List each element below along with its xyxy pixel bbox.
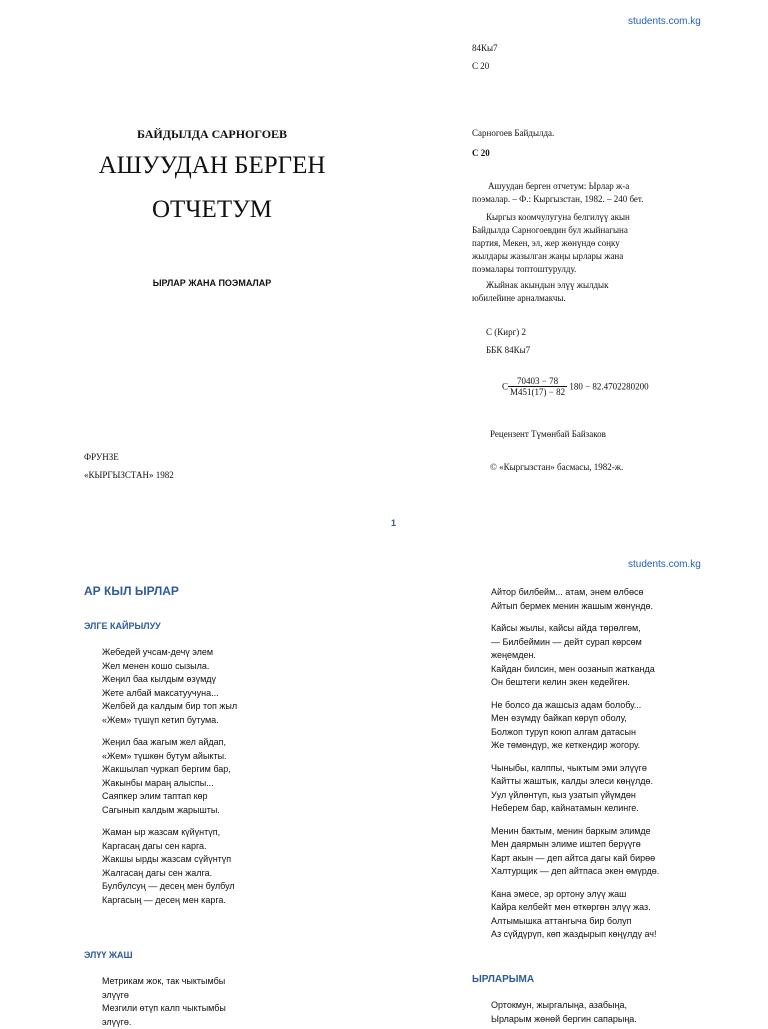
formula-prefix: С <box>502 382 508 392</box>
reviewer: Рецензент Түмөнбай Байзаков <box>490 428 606 441</box>
verse-line: Ортокмун, жыргалыңа, азабыңа, <box>491 999 637 1013</box>
section-title: АР КЫЛ ЫРЛАР <box>84 584 179 598</box>
annotation-line: жылдары жазылган жаңы ырлары жана <box>472 250 630 263</box>
verse-line: Жакшылап чуркап бергим бар, <box>102 763 237 777</box>
verse-line: Мен өзүмдү байкап көрүп оболу, <box>491 712 659 726</box>
site-link[interactable]: students.com.kg <box>628 16 701 27</box>
book-title-line1: АШУУДАН БЕРГЕН <box>84 152 340 180</box>
verse-line: Кайсы жылы, кайсы айда төрөлгөм, <box>491 622 659 636</box>
poem-body <box>102 646 237 916</box>
bbk-code-2: ББК 84Кы7 <box>486 344 530 357</box>
verse-line: Менин бактым, менин баркым элимде <box>491 825 659 839</box>
verse-line: Халтурщик — деп айтпаса экен өмүрдө. <box>491 865 659 879</box>
book-dedication <box>472 279 608 305</box>
verse-line: Кайдан билсин, мен оозанып жатканда <box>491 663 659 677</box>
verse-line: Каргасаң дагы сен карга. <box>102 840 237 854</box>
publisher-year: «КЫРГЫЗСТАН» 1982 <box>84 469 174 482</box>
stanza <box>102 736 237 817</box>
poem-body <box>491 999 637 1026</box>
copyright: © «Кыргызстан» басмасы, 1982-ж. <box>490 461 623 474</box>
stanza <box>491 699 659 753</box>
annotation-line: партия, Мекен, эл, жер жөнүндө соңку <box>472 237 630 250</box>
verse-line: Мезгили өтүп калп чыктымбы <box>102 1002 226 1016</box>
verse-line: Он бештеги келин экен кедейген. <box>491 676 659 690</box>
annotation-line: Кыргыз коомчулугуна белгилүү акын <box>472 211 630 224</box>
verse-line: Жеңил баа жагым жел айдап, <box>102 736 237 750</box>
verse-line: Болжоп туруп коюп алгам датасын <box>491 726 659 740</box>
author-name: БАЙДЫЛДА САРНОГОЕВ <box>84 127 340 142</box>
annotation-line: поэмалары топтоштурулду. <box>472 263 630 276</box>
verse-line: Кана эмесе, эр ортону элүү жаш <box>491 888 659 902</box>
verse-line: элүүгө. <box>102 1016 226 1029</box>
verse-line: Неберем бар, кайнатамын келинге. <box>491 802 659 816</box>
verse-line: жеңемден. <box>491 649 659 663</box>
formula-fraction <box>508 376 567 397</box>
verse-line: Саяпкер элим таптап көр <box>102 790 237 804</box>
verse-line: Желбей да калдым бир топ жыл <box>102 700 237 714</box>
book-title-line2: ОТЧЕТУМ <box>84 196 340 224</box>
verse-line: Уул үйлөнтүп, кыз узатып үйүмдөн <box>491 789 659 803</box>
verse-line: Жалгасаң дагы сен жалга. <box>102 867 237 881</box>
verse-line: «Жем» түшкөн бутум айыкты. <box>102 750 237 764</box>
bbk-code-1: С (Кирг) 2 <box>486 326 526 339</box>
dedication-line: юбилейине арналмакчы. <box>472 292 608 305</box>
verse-line: Мен даярмын элиме иштеп берүүгө <box>491 838 659 852</box>
stanza <box>102 646 237 727</box>
stanza <box>102 826 237 907</box>
verse-line: Жете албай максатуучуна... <box>102 687 237 701</box>
verse-line: Каргасың — десең мен карга. <box>102 894 237 908</box>
stanza <box>491 622 659 690</box>
stanza <box>491 888 659 942</box>
verse-line: Аз сүйдүрүп, көп жаздырып көңүлдү ач! <box>491 928 659 942</box>
verse-line: Жакынбы марaң алыспы... <box>102 777 237 791</box>
verse-line: Жаман ыр жазсам күйүнтүп, <box>102 826 237 840</box>
stanza <box>491 825 659 879</box>
stanza <box>491 586 659 613</box>
author-code: С 20 <box>472 147 490 160</box>
class-code-1: 84Кы7 <box>472 42 498 55</box>
verse-line: — Билбеймин — дейт сурап көрсөм <box>491 636 659 650</box>
verse-line: Булбулсуң — десең мен булбул <box>102 880 237 894</box>
book-subtitle: ЫРЛАР ЖАНА ПОЭМАЛАР <box>84 278 340 288</box>
catalog-formula <box>502 376 649 397</box>
poem-body <box>102 975 226 1029</box>
verse-line: Карт акын — деп айтса дагы кай бирөө <box>491 852 659 866</box>
formula-numerator: 70403 − 78 <box>508 376 567 387</box>
poem-title: ЭЛГЕ КАЙРЫЛУУ <box>84 621 161 631</box>
description-line: поэмалар. – Ф.: Кыргызстан, 1982. – 240 бет. <box>472 193 643 206</box>
publication-city: ФРУНЗЕ <box>84 451 119 464</box>
verse-line: Сагынып калдым жарышты. <box>102 804 237 818</box>
verse-line: Жакшы ырды жазсам сүйүнтүп <box>102 853 237 867</box>
verse-line: Же төмөндүр, же кеткендир жогору. <box>491 739 659 753</box>
verse-line: Ырларым жөнөй бергин сапарыңа. <box>491 1013 637 1027</box>
verse-line: Кайтты жаштык, калды элеси көңүлдө. <box>491 775 659 789</box>
stanza <box>491 762 659 816</box>
description-line: Ашуудан берген отчетум: Ырлар ж-а <box>472 180 643 193</box>
verse-line: Метрикам жок, так чыктымбы <box>102 975 226 989</box>
verse-line: Жебедей учсам-дечү элем <box>102 646 237 660</box>
verse-line: Алтымышка аттангыча бир болуп <box>491 915 659 929</box>
formula-denominator: М451(17) − 82 <box>508 387 567 397</box>
author-entry: Сарногоев Байдылда. <box>472 127 554 140</box>
page-number: 1 <box>391 518 396 528</box>
formula-suffix: 180 − 82.4702280200 <box>569 382 648 392</box>
poem-title: ЭЛҮҮ ЖАШ <box>84 950 133 960</box>
dedication-line: Жыйнак акындын элүү жылдык <box>472 279 608 292</box>
verse-line: Жеңил баа кылдым өзүмдү <box>102 673 237 687</box>
poem-body-continued <box>491 586 659 951</box>
poem-title: ЫРЛАРЫМА <box>472 974 534 985</box>
verse-line: Не болсо да жашсыз адам болобу... <box>491 699 659 713</box>
class-code-2: С 20 <box>472 60 489 73</box>
annotation-line: Байдылда Сарногоевдин бул жыйнагына <box>472 224 630 237</box>
site-link[interactable]: students.com.kg <box>628 559 701 570</box>
verse-line: Айтор билбейм... атам, энем өлбөсө <box>491 586 659 600</box>
book-description <box>472 180 643 206</box>
verse-line: Айтып бермек менин жашым жөнүндө. <box>491 600 659 614</box>
verse-line: Жел менен кошо сызыла. <box>102 660 237 674</box>
verse-line: Чыныбы, калппы, чыктым эми элүүгө <box>491 762 659 776</box>
verse-line: «Жем» түшүп кетип бутума. <box>102 714 237 728</box>
verse-line: Кайра келбейт мен өткөргөн элүү жаз. <box>491 901 659 915</box>
book-annotation <box>472 211 630 276</box>
verse-line: элүүгө <box>102 989 226 1003</box>
